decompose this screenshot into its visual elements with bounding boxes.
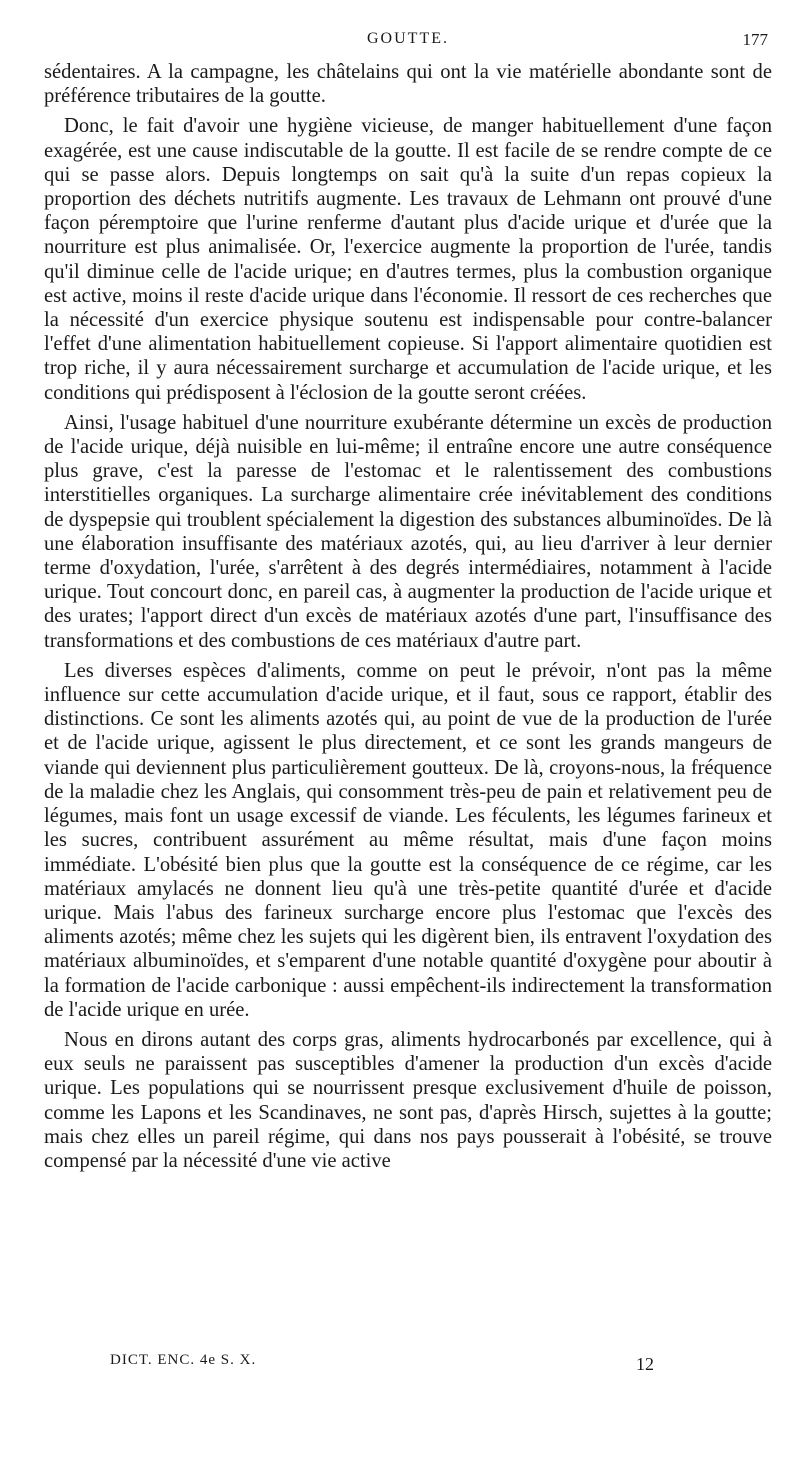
paragraph-aliments: Les diverses espèces d'aliments, comme on peut le prévoir, n'ont pas la même influence sur cette accumulation d'acide urique, et il faut, sous ce rapport, établir des distinctions. Ce sont les aliments azotés qui, au point de vue de la production de l'urée et de l'acide urique, agissent le plus directement, et ce sont les grands mangeurs de viande qui deviennent plus particulièrement goutteux. De là, croyons-nous, la fréquence de la maladie chez les Anglais, qui consomment très-peu de pain et relativement peu de légumes, mais font un usage excessif de viande. Les féculents, les légumes farineux et les sucres, contribuent assurément au même résultat, mais d'une façon moins immédiate. L'obésité bien plus que la goutte est la conséquence de ce régime, car les matériaux amylacés ne donnent lieu qu'à une très-petite quantité d'urée et d'acide urique. Mais l'abus des farineux surcharge encore plus l'estomac que l'excès des aliments azotés; même chez les sujets qui les digèrent bien, ils entravent l'oxydation des matériaux albuminoïdes, et s'emparent d'une notable quantité d'oxygène pour aboutir à la formation de l'acide carbonique : aussi empêchent-ils indirectement la transformation de l'acide urique en urée. (44, 659, 772, 1021)
paragraph-nourriture: Ainsi, l'usage habituel d'une nourriture exubérante détermine un excès de production de l'acide urique, déjà nuisible en lui-même; il entraîne encore une autre conséquence plus grave, c'est la paresse de l'estomac et le ralentissement des combustions interstitielles organiques. La surcharge alimentaire crée inévitablement des conditions de dyspepsie qui troublent spécialement la digestion des substances albuminoïdes. De là une élaboration insuffisante des matériaux azotés, qui, au lieu d'arriver à leur dernier terme d'oxydation, l'urée, s'arrêtent à des degrés intermédiaires, notamment à l'acide urique. Tout concourt donc, en pareil cas, à augmenter la production de l'acide urique et des urates; l'apport direct d'un excès de matériaux azotés d'une part, l'insuffisance des transformations et des combustions de ces matériaux d'autre part. (44, 411, 772, 652)
document-page (44, 30, 772, 1179)
running-title: GOUTTE. (367, 30, 449, 47)
page-number: 177 (742, 30, 768, 49)
paragraph-continuation: sédentaires. A la campagne, les châtelains qui ont la vie matérielle abondante sont de préférence tributaires de la goutte. (44, 61, 772, 108)
printer-signature: DICT. ENC. 4e S. X. (110, 1352, 257, 1368)
paragraph-corps-gras: Nous en dirons autant des corps gras, aliments hydrocarbonés par excellence, qui à eux seuls ne paraissent pas susceptibles d'amener la production d'un excès d'acide urique. Les populations qui se nourrissent presque exclusivement d'huile de poisson, comme les Lapons et les Scandinaves, ne sont pas, d'après Hirsch, sujettes à la goutte; mais chez elles un pareil régime, qui dans nos pays pousserait à l'obésité, se trouve compensé par la nécessité d'une vie active (44, 1028, 772, 1172)
body-text (44, 60, 772, 1173)
page-footer (110, 1352, 670, 1378)
paragraph-hygiene: Donc, le fait d'avoir une hygiène vicieuse, de manger habituellement d'une façon exagérée, est une cause indiscutable de la goutte. Il est facile de se rendre compte de ce qui se passe alors. Depuis longtemps on sait qu'à la suite d'un repas copieux la proportion des déchets nutritifs augmente. Les travaux de Lehmann ont prouvé d'une façon péremptoire que l'urine renferme d'autant plus d'acide urique et d'urée que la nourriture est plus animalisée. Or, l'exercice augmente la proportion de l'urée, tandis qu'il diminue celle de l'acide urique; en d'autres termes, plus la combustion organique est active, moins il reste d'acide urique dans l'économie. Il ressort de ces recherches que la nécessité d'un exercice physique soutenu est indispensable pour contre-balancer l'effet d'une alimentation habituellement copieuse. Si l'apport alimentaire quotidien est trop riche, il y aura nécessairement surcharge et accumulation de l'acide urique, et les conditions qui prédisposent à l'éclosion de la goutte seront créées. (44, 115, 772, 404)
signature-mark: 12 (636, 1354, 654, 1374)
running-head (44, 30, 772, 56)
